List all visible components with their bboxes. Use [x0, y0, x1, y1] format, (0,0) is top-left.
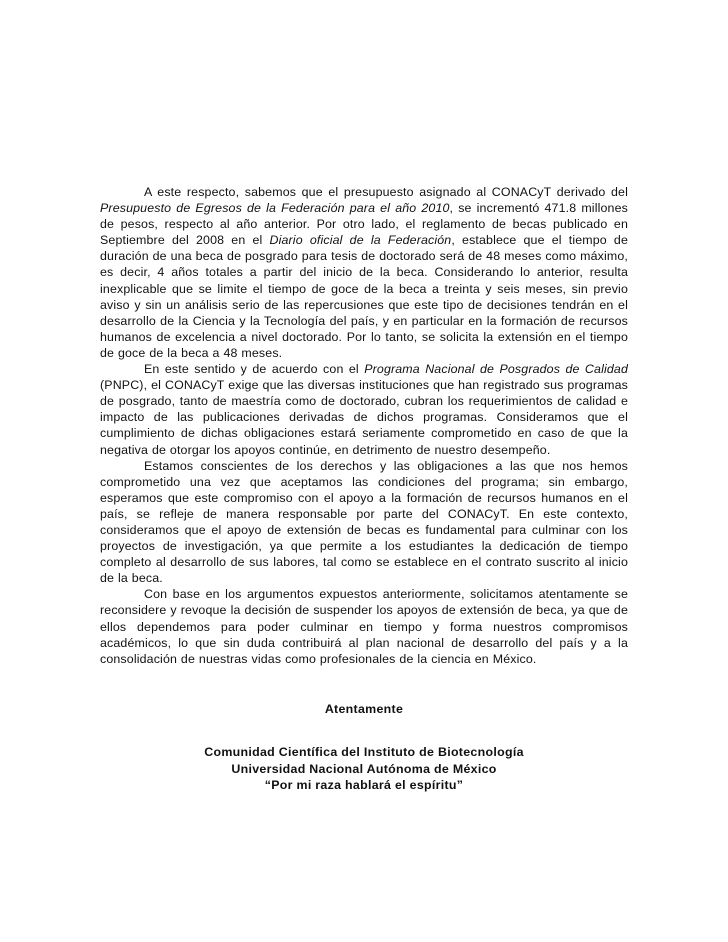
paragraph-text: , se incrementó 471.8 millones de pesos, respecto al año anterior. Por otro lado, el reglamento de becas publicado en Septiembre del 2008 en el	[100, 201, 628, 248]
closing-salutation: Atentamente	[324, 702, 404, 716]
paragraph-obligations	[100, 458, 628, 587]
letter-body	[100, 184, 628, 667]
paragraph-request	[100, 586, 628, 666]
paragraph-text: Con base en los argumentos expuestos anteriormente, solicitamos atentamente se reconsidere y revoque la decisión de suspender los apoyos de extensión de beca, ya que de ellos dependemos para poder culminar en tiempo y forma nuestros compromisos académicos, lo que sin duda contribuirá al plan nacional de desarrollo del país y a la consolidación de nuestras vidas como profesionales de la ciencia en México.	[100, 587, 628, 666]
paragraph-text: , establece que el tiempo de duración de una beca de posgrado para tesis de doctorado será de 48 meses como máximo, es decir, 4 años totales a partir del inicio de la beca. Considerando lo anterior, resulta inexplicable que se limite el tiempo de goce de la beca a treinta y seis meses, sin previo aviso y sin un análisis serio de las repercusiones que este tipo de decisiones tendrán en el desarrollo de la Ciencia y la Tecnología del país, y en particular en la formación de recursos humanos de excelencia a nivel doctorado. Por lo tanto, se solicita la extensión en el tiempo de goce de la beca a 48 meses.	[100, 233, 629, 360]
paragraph-text: A este respecto, sabemos que el presupuesto asignado al CONACyT derivado del	[144, 185, 628, 199]
signature-motto: “Por mi raza hablará el espíritu”	[264, 778, 464, 792]
italic-title-text: Diario oficial de la Federación	[269, 233, 452, 248]
paragraph-budget	[100, 184, 628, 361]
italic-title-text: Presupuesto de Egresos de la Federación para el año 2010	[100, 201, 450, 216]
signature-block	[0, 744, 728, 794]
paragraph-text: Estamos conscientes de los derechos y las obligaciones a las que nos hemos comprometido una vez que aceptamos las condiciones del programa; sin embargo, esperamos que este compromiso con el apoyo a la formación de recursos humanos en el país, se refleje de manera responsable por parte del CONACyT. En este contexto, consideramos que el apoyo de extensión de becas es fundamental para culminar con los proyectos de investigación, ya que permite a los estudiantes la dedicación de tiempo completo al desarrollo de sus labores, tal como se establece en el contrato suscrito al inicio de la beca.	[100, 458, 628, 586]
signature-university: Universidad Nacional Autónoma de México	[231, 761, 497, 776]
italic-title-text: Programa Nacional de Posgrados de Calidad	[364, 362, 628, 377]
signature-community: Comunidad Científica del Instituto de Biotecnología	[204, 745, 524, 759]
paragraph-text: (PNPC), el CONACyT exige que las diversas instituciones que han registrado sus programas de posgrado, tanto de maestría como de doctorado, cubran los requerimientos de calidad e impacto de las publicaciones derivadas de dichos programas. Consideramos que el cumplimiento de dichas obligaciones estará seriamente comprometido en caso de que la negativa de otorgar los apoyos continúe, en detrimento de nuestro desempeño.	[100, 378, 628, 457]
paragraph-pnpc	[100, 361, 628, 458]
paragraph-text: En este sentido y de acuerdo con el	[144, 362, 365, 377]
